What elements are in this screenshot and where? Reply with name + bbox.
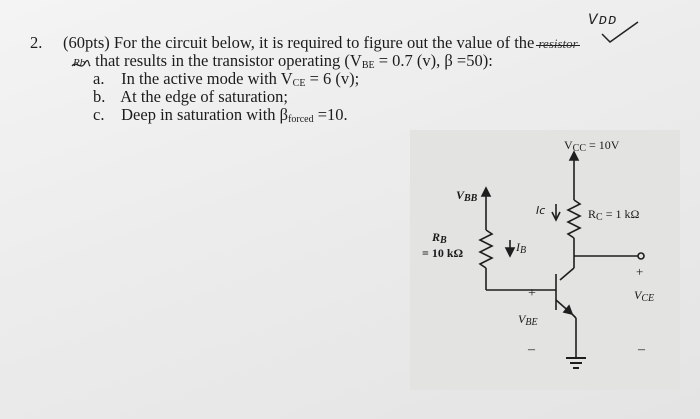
handwritten-vdd: Vᴅᴅ [588,12,618,28]
vbb-label: $V_{BB}$ [456,188,478,204]
problem-line-2: Rb that results in the transistor operating ($V_{BE} = 0.7$ (v), β =50): [73,51,493,71]
problem-intro-line [63,33,578,53]
circuit-diagram [410,130,680,390]
vbe-minus-sign: – [528,342,535,357]
struck-out-word: resistor [538,36,578,51]
vbe-label: $V_{BE}$ [518,312,538,328]
problem-number: 2. [30,33,43,52]
rc-label: $R_C = 1$ kΩ [588,207,640,223]
rb-value-label: = 10 kΩ [422,246,464,260]
vbe-plus-sign: + [528,286,536,301]
rb-label: $R_B$ [432,230,447,246]
list-item-a: a. In the active mode with $V_{CE} = 6$ (v); [93,69,360,89]
vcc-label: $V_{CC} = 10V$ [564,138,620,154]
vce-plus-sign: + [636,264,644,279]
rb-handwritten-mark: Rb [73,57,91,69]
scribble-icon [71,59,91,73]
list-item-c: c. Deep in saturation with $\beta_{forced} =10$. [93,105,348,125]
handwritten-check-mark-icon [600,20,640,46]
problem-intro: (60pts) For the circuit below, it is required to figure out the value of the [63,33,535,52]
ic-handwritten-label: Ic [536,204,546,217]
list-item-b: b. At the edge of saturation; [93,87,288,106]
ib-label: $I_B$ [516,240,527,256]
vce-label: $V_{CE}$ [634,288,655,304]
vce-minus-sign: – [638,342,645,357]
